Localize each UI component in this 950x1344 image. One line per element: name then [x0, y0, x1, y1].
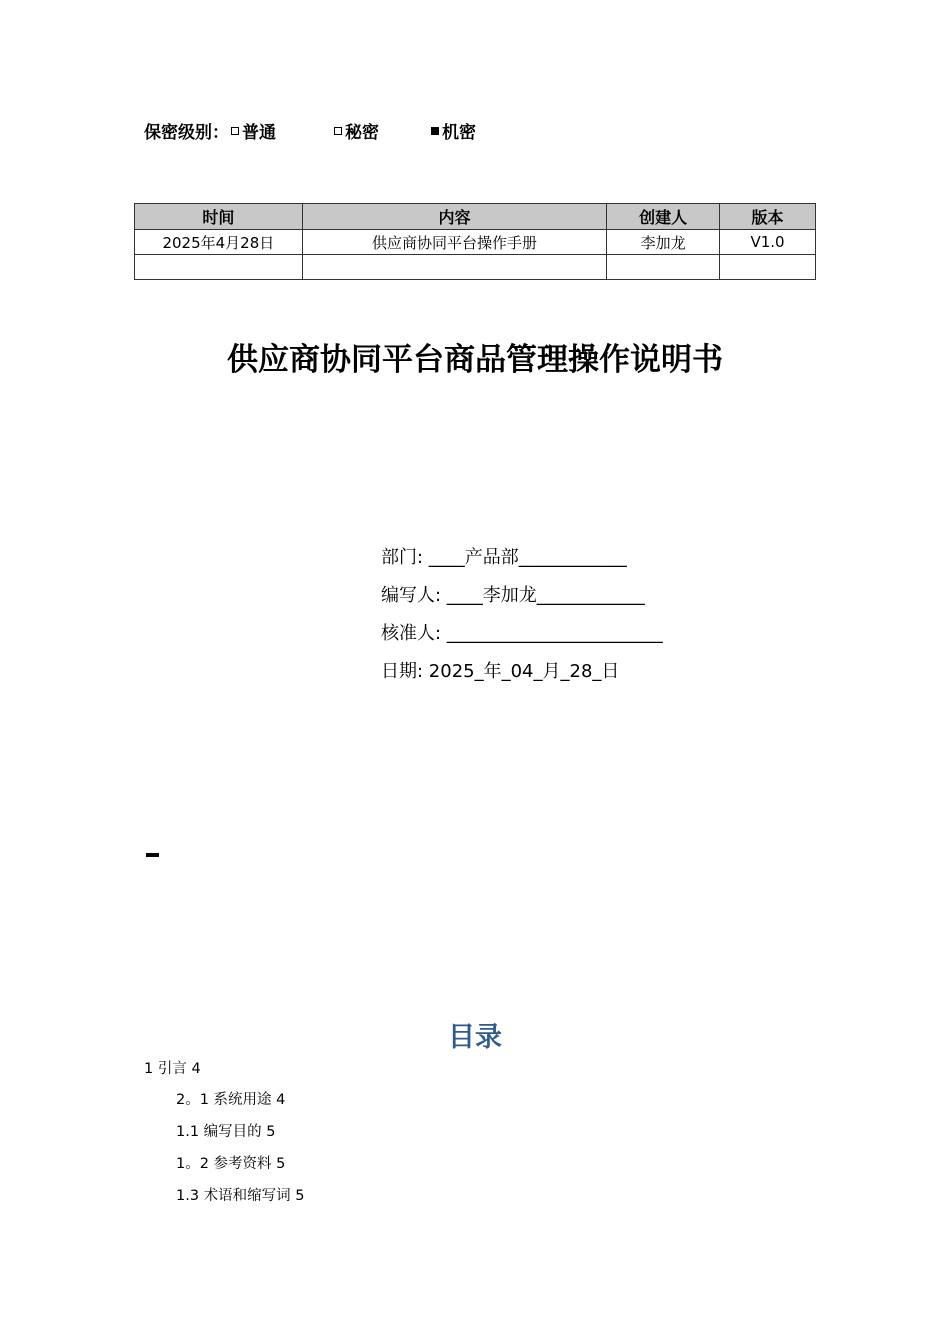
table-row [135, 255, 816, 280]
checkbox-empty-icon [231, 127, 239, 135]
cell-content: 供应商协同平台操作手册 [302, 230, 606, 255]
checkbox-empty-icon [334, 127, 342, 135]
toc-item[interactable]: 1。2 参考资料 5 [176, 1156, 286, 1172]
header-time: 时间 [135, 204, 303, 230]
cell-creator: 李加龙 [607, 230, 720, 255]
security-option-confidential: 机密 [431, 118, 476, 143]
table-row [135, 230, 816, 255]
security-level-label: 保密级别： [144, 123, 229, 143]
cell-version [720, 255, 816, 280]
toc-item[interactable]: 2。1 系统用途 4 [176, 1092, 286, 1108]
date-field: 日期: 2025_年_04_月_28_日 [381, 661, 620, 682]
security-level [144, 118, 476, 143]
security-option-secret: 秘密 [334, 118, 379, 143]
header-version: 版本 [720, 204, 816, 230]
toc-item[interactable]: 1.1 编写目的 5 [176, 1124, 276, 1140]
cell-time [135, 255, 303, 280]
toc-item[interactable]: 1 引言 4 [144, 1061, 201, 1077]
checkbox-checked-icon [431, 127, 439, 135]
toc-heading: 目录 [448, 1022, 502, 1053]
department-field: 部门: ____产品部____________ [381, 547, 627, 568]
table-header-row [135, 204, 816, 230]
dash-mark [146, 853, 159, 857]
cell-content [302, 255, 606, 280]
header-content: 内容 [302, 204, 606, 230]
cell-time: 2025年4月28日 [135, 230, 303, 255]
document-title: 供应商协同平台商品管理操作说明书 [227, 342, 723, 378]
toc-item[interactable]: 1.3 术语和缩写词 5 [176, 1188, 305, 1204]
author-field: 编写人: ____李加龙____________ [381, 585, 645, 606]
security-option-normal: 普通 [231, 118, 276, 143]
header-creator: 创建人 [607, 204, 720, 230]
revision-table [134, 203, 816, 280]
cell-creator [607, 255, 720, 280]
cell-version: V1.0 [720, 230, 816, 255]
approver-field: 核准人: ________________________ [381, 623, 663, 644]
